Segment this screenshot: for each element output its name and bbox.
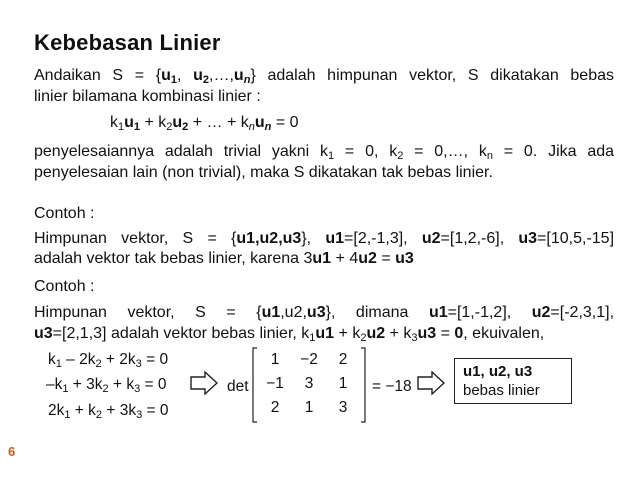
equation-3: $2k_1 + k_2 + 3k_3 = 0$ — [48, 402, 169, 421]
example-2-line-2: u3=[2,1,3] adalah vektor bebas linier, $k_1u1 + k_2u2 + k_3u3 = 0$, ekuivalen, — [34, 325, 545, 344]
conclusion-vectors: u1, u2, u3 — [463, 363, 533, 380]
det-label: det — [227, 378, 249, 395]
matrix-cell: 1 — [304, 399, 314, 416]
equation-1: $k_1 - 2k_2 + 2k_3 = 0$ — [48, 351, 169, 370]
determinant-matrix — [250, 346, 368, 424]
page-number: 6 — [8, 444, 16, 459]
slide-title: Kebebasan Linier — [34, 30, 221, 55]
linear-combination: $k_1u_1 + k_2u_2$ + … + $k_nu_n = 0$ — [110, 114, 299, 133]
example-1-label: Contoh : — [34, 205, 95, 222]
example-1-line-1: Himpunan vektor, S = {u1,u2,u3}, u1=[2,-1,3], u2=[1,2,-6], u3=[10,5,-15] — [34, 230, 615, 247]
definition-line-2: linier bilamana kombinasi linier : — [34, 88, 261, 105]
matrix-cell: 2 — [338, 351, 348, 368]
solution-line-2: penyelesaian lain (non trivial), maka S dikatakan tak bebas linier. — [34, 164, 493, 181]
matrix-cell: 2 — [270, 399, 280, 416]
solution-line-1: penyelesaiannya adalah trivial yakni $k_1 = 0$, $k_2$ = 0,…, $k_n = 0$. Jika ada — [34, 143, 615, 162]
matrix-cell: −1 — [266, 375, 284, 392]
example-1-line-2: adalah vektor tak bebas linier, karena 3u1 + 4u2 = u3 — [34, 250, 414, 267]
conclusion-box — [454, 358, 572, 404]
matrix-cell: 3 — [304, 375, 314, 392]
implies-arrow-icon — [417, 371, 445, 395]
implies-arrow-icon — [190, 371, 218, 395]
matrix-cell: −2 — [300, 351, 318, 368]
definition-line-1: Andaikan $S = \{u_1$, $u_2,\dots,u_n$} adalah himpunan vektor, S dikatakan bebas — [34, 67, 615, 86]
matrix-cell: 1 — [270, 351, 280, 368]
matrix-cells — [258, 348, 360, 422]
example-2-line-1: Himpunan vektor, S = {u1,u2,u3}, dimana u1=[1,-1,2], u2=[-2,3,1], — [34, 304, 615, 321]
matrix-cell: 3 — [338, 399, 348, 416]
equation-2: $-k_1 + 3k_2 + k_3 = 0$ — [46, 376, 167, 395]
determinant-result: = −18 — [372, 378, 412, 395]
matrix-cell: 1 — [338, 375, 348, 392]
conclusion-text: bebas linier — [463, 382, 540, 399]
example-2-label: Contoh : — [34, 278, 95, 295]
